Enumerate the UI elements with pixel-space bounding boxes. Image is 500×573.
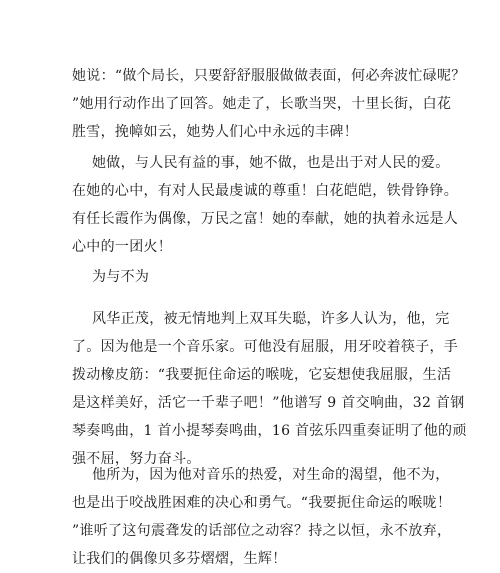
text-line: 胜雪，挽幛如云，她势人们心中永远的丰碑！ <box>72 124 358 140</box>
text-line: 有任长霞作为偶像，万民之富！她的奉献，她的执着永远是人 <box>72 211 459 227</box>
paragraph-3 <box>72 305 467 473</box>
text-line: 拨动橡皮筋：“我要扼住命运的喉咙，它妄想使我屈服，生活 <box>72 367 452 383</box>
text-line: 在她的心中，有对人民最虔诚的尊重！白花皑皑，铁骨铮铮。 <box>72 183 459 199</box>
paragraph-4 <box>72 461 452 573</box>
text-line: 了。因为他是一个音乐家。可他没有屈服，用牙咬着筷子，手 <box>72 339 459 355</box>
text-line: 他所为，因为他对音乐的热爱，对生命的渴望，他不为， <box>92 467 450 483</box>
text-line: 她说：“做个局长，只要舒舒服服做做表面，何必奔波忙碌呢？ <box>72 68 466 84</box>
text-line: 风华正茂，被无情地判上双耳失聪，许多人认为，他，完 <box>92 311 450 327</box>
text-line: 也是出于咬战胜困难的决心和勇气。“我要扼住命运的喉咙！ <box>72 495 452 511</box>
text-line: ”谁听了这句震聋发的话部位之动容？持之以恒，永不放弃， <box>72 523 452 539</box>
text-line: 让我们的偶像贝多芬熠熠，生辉！ <box>72 551 287 567</box>
paragraph-2 <box>72 149 459 261</box>
section-heading <box>72 263 430 291</box>
text-line: 她做，与人民有益的事，她不做，也是出于对人民的爱。 <box>92 155 450 171</box>
heading-text: 为与不为 <box>92 269 150 285</box>
paragraph-1 <box>72 62 466 146</box>
text-line: 是这样美好，活它一千辈子吧！”他谱写 9 首交响曲，32 首钢 <box>72 395 465 411</box>
text-line: 强不屈，努力奋斗。 <box>72 451 201 467</box>
text-line: ”她用行动作出了回答。她走了，长歌当哭，十里长街，白花 <box>72 96 452 112</box>
text-line: 心中的一团火！ <box>72 239 173 255</box>
text-line: 琴奏鸣曲，1 首小提琴奏鸣曲，16 首弦乐四重奏证明了他的顽 <box>72 423 467 439</box>
